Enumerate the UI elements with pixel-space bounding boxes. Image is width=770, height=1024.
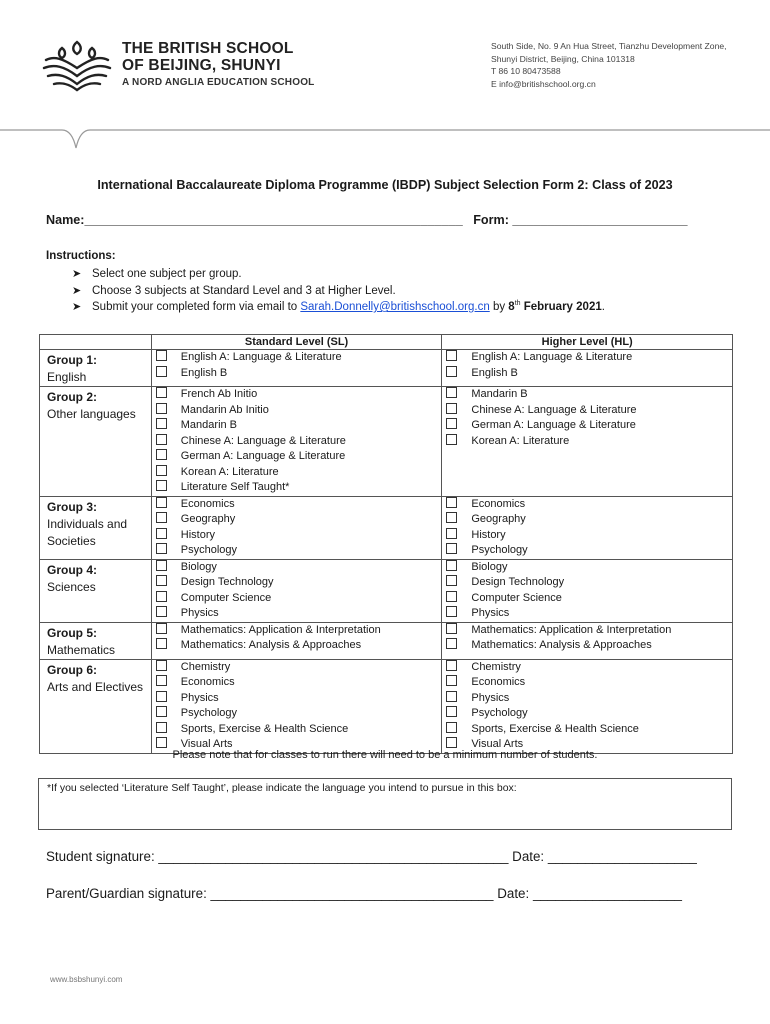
instruction-text: by [489, 301, 509, 313]
subject-label: Biology [471, 560, 508, 573]
subject-option[interactable] [152, 691, 442, 707]
group-description: Other languages [47, 407, 136, 421]
checkbox-icon[interactable] [446, 560, 457, 571]
subject-label: Geography [471, 513, 526, 525]
subject-selection-table [39, 334, 733, 754]
group-row [40, 659, 733, 753]
checkbox-icon[interactable] [446, 528, 457, 539]
checkbox-icon[interactable] [446, 623, 457, 634]
subject-option[interactable] [152, 591, 442, 607]
subject-option[interactable] [442, 560, 732, 576]
subject-label: Mandarin Ab Initio [180, 403, 269, 416]
subject-label: Computer Science [180, 591, 272, 604]
sl-subjects-cell [151, 387, 442, 497]
table-header-row [40, 335, 733, 350]
subject-label: Design Technology [180, 576, 274, 588]
address-line: Shunyi District, Beijing, China 101318 [491, 53, 635, 64]
sl-subjects-cell [151, 350, 442, 387]
arrow-bullet-icon: ➤ [72, 285, 82, 297]
school-name-line2: OF BEIJING, SHUNYI [122, 57, 281, 74]
subject-label: Psychology [180, 544, 238, 556]
group-title: Group 6: [47, 662, 97, 677]
checkbox-icon[interactable] [446, 722, 457, 733]
parent-signature-line[interactable]: Parent/Guardian signature: ______________________________________ Date: ____________________ [46, 886, 682, 901]
subject-label: Economics [471, 497, 526, 510]
subject-label: Physics [180, 607, 219, 619]
subject-option[interactable] [152, 606, 442, 622]
subject-label: Sports, Exercise & Health Science [180, 722, 349, 735]
checkbox-icon[interactable] [446, 366, 457, 377]
subject-option[interactable] [152, 449, 442, 465]
subject-label: English B [180, 366, 228, 379]
subject-label: Korean A: Literature [471, 434, 570, 447]
checkbox-icon[interactable] [446, 691, 457, 702]
checkbox-icon[interactable] [156, 497, 167, 508]
group-label-cell [40, 387, 152, 497]
subject-label: Biology [180, 560, 217, 573]
hl-subjects-cell [442, 659, 733, 753]
checkbox-icon[interactable] [156, 623, 167, 634]
subject-label: Physics [180, 691, 219, 704]
subject-option[interactable] [152, 675, 442, 691]
subject-option[interactable] [442, 403, 732, 419]
subject-option[interactable] [442, 387, 732, 403]
checkbox-icon[interactable] [446, 350, 457, 361]
subject-label: Psychology [180, 707, 238, 719]
group-row [40, 559, 733, 622]
arrow-bullet-icon: ➤ [72, 301, 82, 313]
checkbox-icon[interactable] [156, 543, 167, 554]
checkbox-icon[interactable] [446, 497, 457, 508]
school-crest-logo [40, 38, 114, 92]
subject-label: French Ab Initio [180, 388, 258, 400]
subject-label: Chemistry [180, 660, 231, 673]
arrow-bullet-icon: ➤ [72, 268, 82, 280]
checkbox-icon[interactable] [446, 512, 457, 523]
subject-option[interactable] [152, 560, 442, 576]
form-title: International Baccalaureate Diploma Programme (IBDP) Subject Selection Form 2: Class of 2023 [97, 178, 673, 192]
literature-box-label: *If you selected ‘Literature Self Taught’, please indicate the language you intend to pursue in this box: [47, 782, 517, 794]
sl-subjects-cell [151, 559, 442, 622]
sl-subjects-cell [151, 659, 442, 753]
checkbox-icon[interactable] [156, 403, 167, 414]
group-description: Mathematics [47, 642, 116, 657]
group-description: Arts and Electives [47, 679, 144, 694]
subject-option[interactable] [152, 465, 442, 481]
subject-option[interactable] [152, 660, 442, 676]
hl-header: Higher Level (HL) [442, 335, 733, 350]
group-label-cell [40, 496, 152, 559]
checkbox-icon[interactable] [156, 691, 167, 702]
group-row [40, 496, 733, 559]
checkbox-icon[interactable] [156, 512, 167, 523]
checkbox-icon[interactable] [156, 418, 167, 429]
checkbox-icon[interactable] [446, 387, 457, 398]
subject-label: Mandarin B [180, 419, 238, 431]
subject-option[interactable] [442, 418, 732, 434]
group-title: Group 2: [47, 390, 97, 404]
subject-label: German A: Language & Literature [180, 450, 346, 462]
checkbox-icon[interactable] [446, 675, 457, 686]
subject-option[interactable] [152, 512, 442, 528]
instruction-text: Select one subject per group. [92, 268, 242, 280]
checkbox-icon[interactable] [156, 465, 167, 476]
subject-option[interactable] [442, 706, 732, 722]
subject-label: German A: Language & Literature [471, 419, 636, 431]
checkbox-icon[interactable] [156, 606, 167, 617]
checkbox-icon[interactable] [156, 591, 167, 602]
subject-option[interactable] [152, 638, 442, 654]
subject-option[interactable] [442, 591, 732, 607]
deadline-suffix: th [514, 300, 521, 308]
subject-label: Mathematics: Analysis & Approaches [471, 639, 652, 651]
subject-label: Korean A: Literature [180, 465, 279, 478]
group-description: English [47, 370, 87, 384]
group-row [40, 387, 733, 497]
checkbox-icon[interactable] [446, 737, 457, 748]
sl-subjects-cell [151, 496, 442, 559]
subject-label: Economics [471, 676, 526, 688]
subject-label: Psychology [471, 707, 528, 719]
subject-option[interactable] [442, 660, 732, 676]
school-address [491, 40, 727, 90]
checkbox-icon[interactable] [156, 660, 167, 671]
school-name [122, 40, 294, 74]
subject-option[interactable] [152, 418, 442, 434]
hl-subjects-cell [442, 387, 733, 497]
group-title: Group 1: [47, 353, 97, 367]
group-row [40, 350, 733, 387]
student-signature-line[interactable]: Student signature: _______________________________________________ Date: ____________________ [46, 849, 697, 864]
subject-option[interactable] [152, 623, 442, 639]
checkbox-icon[interactable] [156, 575, 167, 586]
subject-option[interactable] [442, 528, 732, 544]
checkbox-icon[interactable] [156, 366, 167, 377]
subject-option[interactable] [442, 623, 732, 639]
footer-website: www.bsbshunyi.com [50, 975, 123, 984]
header-empty-cell [40, 335, 152, 350]
subject-option[interactable] [152, 543, 442, 559]
subject-option[interactable] [442, 675, 732, 691]
checkbox-icon[interactable] [446, 660, 457, 671]
group-description: Individuals and Societies [47, 516, 128, 548]
subject-option[interactable] [152, 706, 442, 722]
subject-label: Sports, Exercise & Health Science [471, 722, 639, 735]
checkbox-icon[interactable] [156, 480, 167, 491]
checkbox-icon[interactable] [156, 737, 167, 748]
checkbox-icon[interactable] [446, 434, 457, 445]
subject-option[interactable] [442, 366, 732, 382]
checkbox-icon[interactable] [446, 706, 457, 717]
checkbox-icon[interactable] [156, 675, 167, 686]
subject-option[interactable] [152, 497, 442, 513]
subject-option[interactable] [442, 722, 732, 738]
subject-label: Mathematics: Application & Interpretation [180, 623, 381, 636]
subject-label: English A: Language & Literature [180, 351, 342, 363]
checkbox-icon[interactable] [156, 706, 167, 717]
group-row [40, 622, 733, 659]
subject-label: History [180, 528, 215, 541]
group-label-cell [40, 350, 152, 387]
checkbox-icon[interactable] [156, 449, 167, 460]
checkbox-icon[interactable] [156, 350, 167, 361]
subject-label: Chinese A: Language & Literature [180, 434, 346, 447]
checkbox-icon[interactable] [446, 606, 457, 617]
subject-label: English B [471, 366, 518, 379]
subject-option[interactable] [442, 543, 732, 559]
subject-label: Physics [471, 607, 510, 619]
subject-label: Visual Arts [180, 738, 233, 750]
group-label-cell [40, 559, 152, 622]
subject-option[interactable] [152, 403, 442, 419]
subject-label: Economics [180, 676, 235, 688]
subject-option[interactable] [442, 350, 732, 366]
literature-language-box[interactable] [38, 778, 732, 830]
subject-label: Mathematics: Analysis & Approaches [180, 639, 362, 651]
instruction-item [72, 267, 242, 280]
checkbox-icon[interactable] [156, 387, 167, 398]
name-form-line[interactable]: Name:______________________________________________________ Form: _________________________ [46, 213, 688, 227]
group-title: Group 4: [47, 562, 97, 577]
instructions-heading: Instructions: [46, 250, 116, 262]
subject-label: Literature Self Taught* [180, 481, 290, 493]
subject-label: Economics [180, 497, 235, 510]
minimum-students-note: Please note that for classes to run there will need to be a minimum number of students. [172, 749, 598, 761]
email-line: E info@britishschool.org.cn [491, 78, 596, 89]
instruction-item [72, 284, 396, 297]
group-title: Group 5: [47, 625, 97, 640]
deadline-date: February 2021 [520, 301, 602, 313]
group-label-cell [40, 659, 152, 753]
checkbox-icon[interactable] [446, 543, 457, 554]
subject-option[interactable] [442, 512, 732, 528]
checkbox-icon[interactable] [156, 638, 167, 649]
subject-option[interactable] [152, 350, 442, 366]
subject-option[interactable] [442, 497, 732, 513]
sl-header: Standard Level (SL) [151, 335, 442, 350]
group-description: Sciences [47, 579, 96, 594]
school-name-line1: THE BRITISH SCHOOL [122, 40, 294, 57]
instruction-text: Choose 3 subjects at Standard Level and 3 at Higher Level. [92, 285, 396, 297]
subject-option[interactable] [442, 691, 732, 707]
group-label-cell [40, 622, 152, 659]
instruction-text: Submit your completed form via email to [92, 301, 301, 313]
phone-line: T 86 10 80473588 [491, 66, 561, 77]
submit-email-link[interactable]: Sarah.Donnelly@britishschool.org.cn [300, 301, 490, 313]
checkbox-icon[interactable] [446, 575, 457, 586]
checkbox-icon[interactable] [156, 434, 167, 445]
subject-label: Mandarin B [471, 388, 528, 400]
deadline-day: 8 [508, 301, 515, 313]
checkbox-icon[interactable] [446, 418, 457, 429]
subject-label: Chinese A: Language & Literature [471, 403, 637, 416]
subject-label: Mathematics: Application & Interpretation [471, 623, 672, 636]
subject-label: Physics [471, 691, 510, 704]
instruction-text: . [601, 301, 605, 313]
subject-label: Visual Arts [471, 738, 524, 750]
subject-label: English A: Language & Literature [471, 351, 633, 363]
subject-option[interactable] [442, 606, 732, 622]
group-title: Group 3: [47, 499, 97, 514]
subject-option[interactable] [442, 434, 732, 450]
subject-option[interactable] [152, 575, 442, 591]
hl-subjects-cell [442, 622, 733, 659]
subject-option[interactable] [152, 480, 442, 496]
checkbox-icon[interactable] [446, 403, 457, 414]
subject-option[interactable] [152, 528, 442, 544]
checkbox-icon[interactable] [156, 560, 167, 571]
checkbox-icon[interactable] [156, 528, 167, 539]
checkbox-icon[interactable] [446, 638, 457, 649]
hl-subjects-cell [442, 350, 733, 387]
instruction-item [72, 300, 605, 313]
school-subtitle: A NORD ANGLIA EDUCATION SCHOOL [122, 77, 315, 88]
subject-option[interactable] [152, 366, 442, 382]
hl-subjects-cell [442, 496, 733, 559]
address-line: South Side, No. 9 An Hua Street, Tianzhu Development Zone, [491, 41, 727, 51]
subject-label: History [471, 528, 506, 541]
subject-label: Geography [180, 513, 236, 525]
hl-subjects-cell [442, 559, 733, 622]
subject-option[interactable] [152, 434, 442, 450]
checkbox-icon[interactable] [446, 591, 457, 602]
subject-option[interactable] [152, 387, 442, 403]
checkbox-icon[interactable] [156, 722, 167, 733]
subject-label: Computer Science [471, 591, 562, 604]
subject-label: Design Technology [471, 576, 565, 588]
subject-label: Psychology [471, 544, 528, 556]
subject-label: Chemistry [471, 660, 521, 673]
subject-option[interactable] [152, 722, 442, 738]
header-divider [0, 112, 770, 152]
sl-subjects-cell [151, 622, 442, 659]
subject-option[interactable] [442, 638, 732, 654]
subject-option[interactable] [442, 575, 732, 591]
